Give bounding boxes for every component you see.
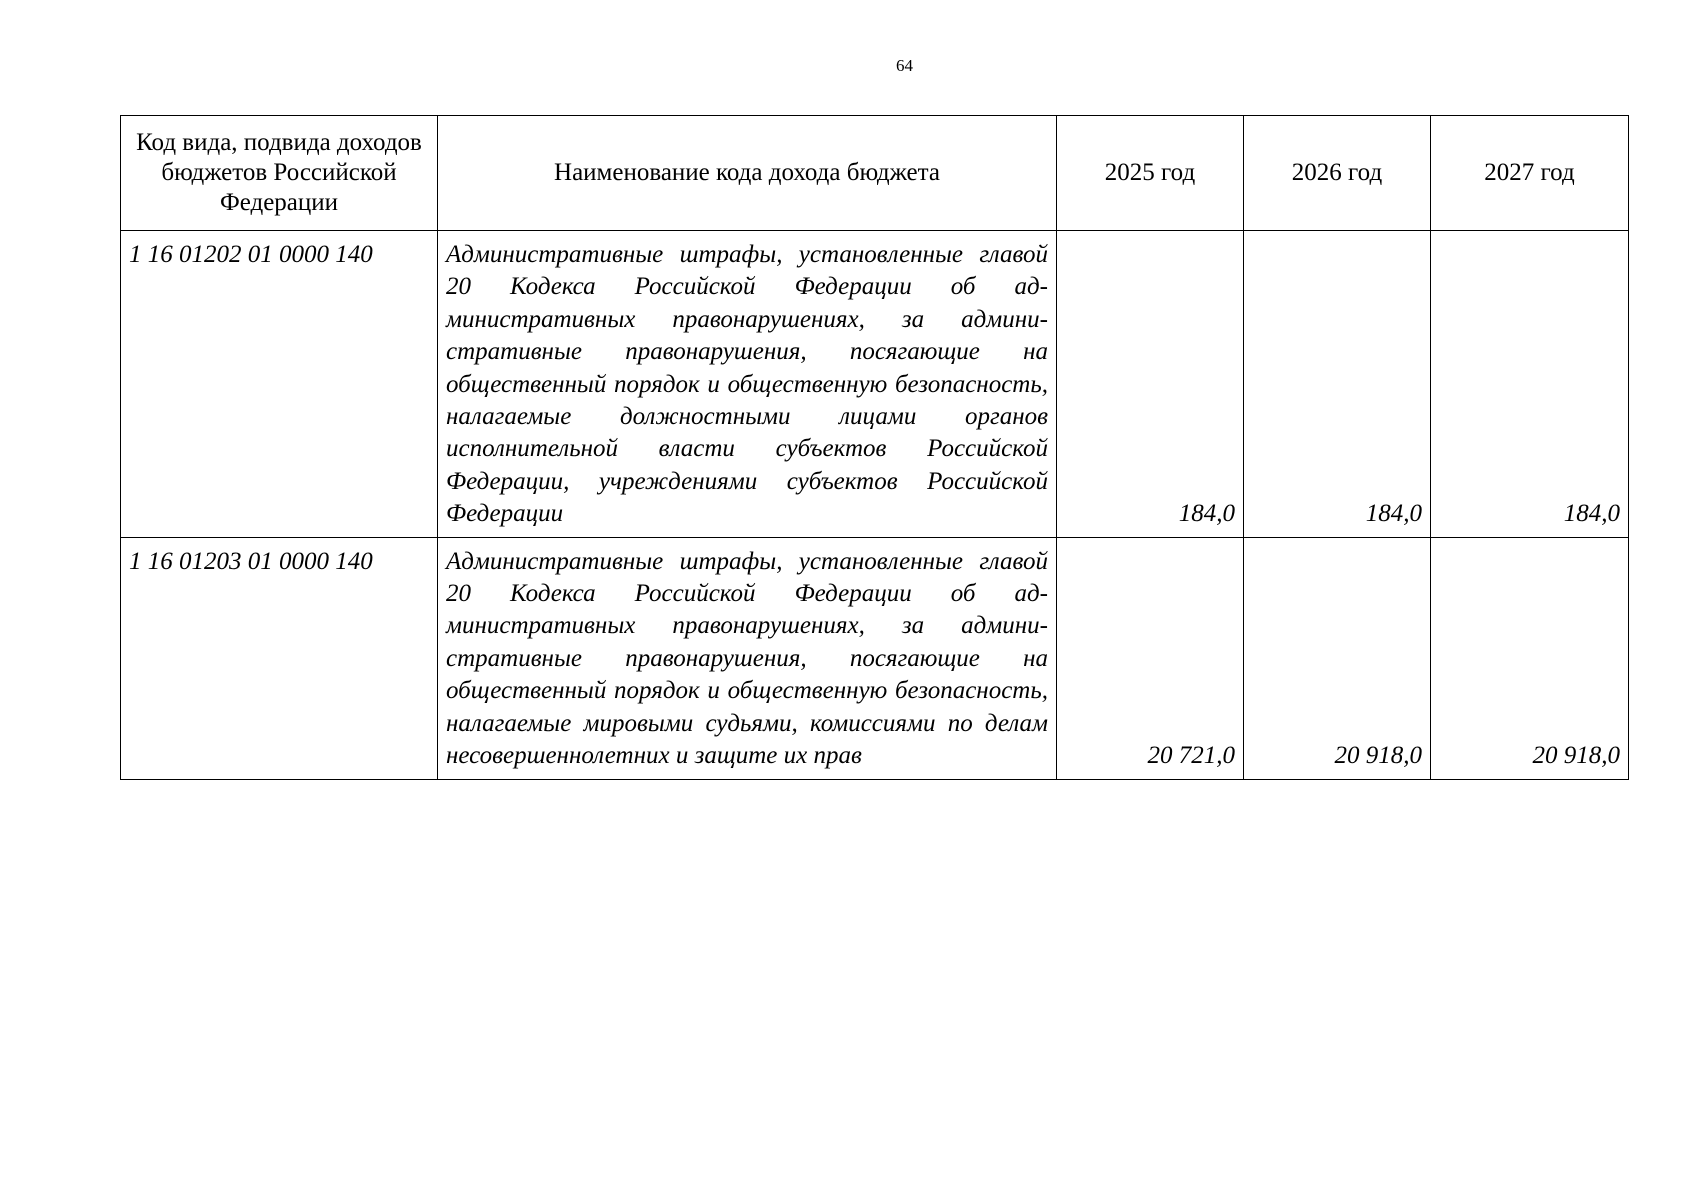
table-row [121,537,1629,779]
value-2027-cell: 20 918,0 [1431,537,1629,779]
table-header-row [121,116,1629,231]
header-2027: 2027 год [1431,116,1629,231]
header-2026: 2026 год [1244,116,1431,231]
revenue-name-cell: Административные штрафы, установленные главой 20 Кодекса Российской Федерации об административных правонарушениях, за административные правонарушения, посягающие на общественный порядок и общественную безопасность, налагаемые мировыми судьями, комиссиями по делам несовершеннолетних и защите их прав [438,537,1057,779]
revenue-code-cell: 1 16 01203 01 0000 140 [121,537,438,779]
value-2027-cell: 184,0 [1431,231,1629,538]
header-2025: 2025 год [1057,116,1244,231]
header-code: Код вида, подвида доходов бюджетов Российской Федерации [121,116,438,231]
revenue-name-cell: Административные штрафы, установленные главой 20 Кодекса Российской Федерации об административных правонарушениях, за административные правонарушения, посягающие на общественный порядок и общественную безопасность, налагаемые должностными лицами органов исполнительной власти субъектов Российской Федерации, учреждениями субъектов Российской Федерации [438,231,1057,538]
table-row [121,231,1629,538]
value-2025-cell: 20 721,0 [1057,537,1244,779]
budget-revenue-table [120,115,1629,780]
value-2025-cell: 184,0 [1057,231,1244,538]
header-name: Наименование кода дохода бюджета [438,116,1057,231]
value-2026-cell: 20 918,0 [1244,537,1431,779]
revenue-code-cell: 1 16 01202 01 0000 140 [121,231,438,538]
value-2026-cell: 184,0 [1244,231,1431,538]
page-number: 64 [896,56,913,75]
